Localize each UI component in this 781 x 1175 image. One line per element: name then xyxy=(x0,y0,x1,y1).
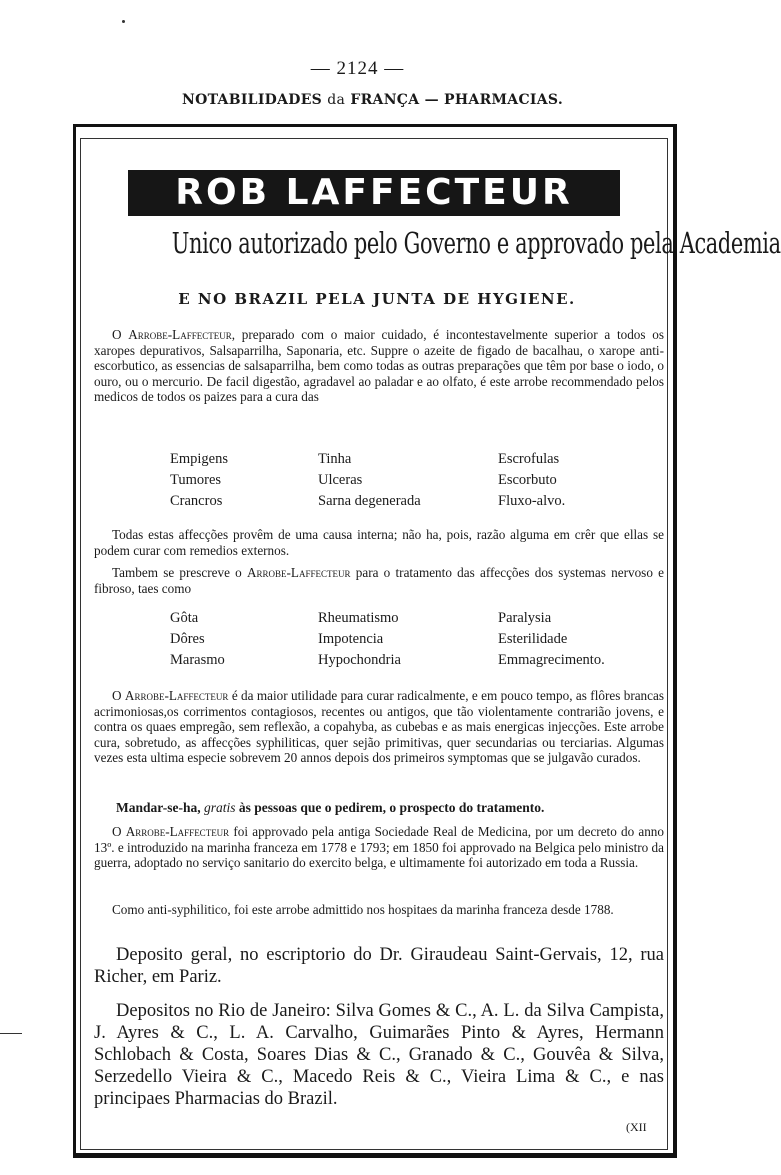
diseases-list-2 xyxy=(170,610,660,673)
notice-gratis: gratis xyxy=(204,800,236,815)
list-item: Dôres xyxy=(170,631,205,647)
para3-lead: Tambem se prescreve o xyxy=(112,565,248,580)
list-row xyxy=(170,652,660,673)
para3-product-name: Arrobe-Laffecteur xyxy=(247,565,351,580)
para4-text: é da maior utilidade para curar radicalmente, e em pouco tempo, as flôres brancas acrimoniosas,os corrimentos contagiosos, recentes ou antigos, que tão violentamente contrarião jovens, e contra os quaes empregão, sem reflexão, a copahyba, as cubebas e as mais energicas injecções. Este arrobe cura, sobretudo, as affecções syphiliticas, quer sejão primitivas, quer secundarias ou terciarias. Algumas vezes esta ultima especie sobrevem 20 annos depois dos primeiros symptomas que se julgavão curados. xyxy=(94,688,664,766)
diseases-list-1 xyxy=(170,451,660,514)
list-item: Emmagrecimento. xyxy=(498,652,605,668)
list-item: Impotencia xyxy=(318,631,384,647)
brand-banner: ROB LAFFECTEUR xyxy=(128,170,620,216)
header-part-3: FRANÇA — PHARMACIAS. xyxy=(345,92,563,108)
list-item: Sarna degenerada xyxy=(318,493,421,509)
list-item: Fluxo-alvo. xyxy=(498,493,566,509)
list-item: Empigens xyxy=(170,451,228,467)
list-item: Rheumatismo xyxy=(318,610,399,626)
list-item: Hypochondria xyxy=(318,652,401,668)
speck xyxy=(122,20,125,23)
list-item: Marasmo xyxy=(170,652,225,668)
list-item: Gôta xyxy=(170,610,199,626)
tagline: Unico autorizado pelo Governo e approvado pela Academia xyxy=(171,226,781,260)
prospectus-notice xyxy=(116,800,666,816)
list-item: Escorbuto xyxy=(498,472,557,488)
paragraph-2: Todas estas affecções provêm de uma causa interna; não ha, pois, razão alguma em crêr que ellas se podem curar com remedios externos. xyxy=(94,527,664,558)
list-item: Paralysia xyxy=(498,610,552,626)
para5-product-name: Arrobe-Laffecteur xyxy=(125,824,230,839)
header-part-1: NOTABILIDADES xyxy=(181,92,328,108)
para4-lead: O xyxy=(112,688,125,703)
paragraph-6: Como anti-syphilitico, foi este arrobe admittido nos hospitaes da marinha franceza desde 1788. xyxy=(112,902,614,917)
subhead: E NO BRAZIL PELA JUNTA DE HYGIENE. xyxy=(178,290,576,308)
list-item: Crancros xyxy=(170,493,223,509)
paragraph-5 xyxy=(94,824,664,871)
list-row xyxy=(170,493,660,514)
intro-paragraph xyxy=(94,327,664,405)
list-row xyxy=(170,631,660,652)
para3-text: para o tratamento das affecções dos systemas nervoso e fibroso, taes como xyxy=(94,565,665,596)
para5-text: foi approvado pela antiga Sociedade Real de Medicina, por um decreto do anno 13º. e introduzido na marinha franceza em 1778 e 1793; em 1850 foi approvado na Belgica pelo ministro da guerra, adoptado no serviço sanitario do exercito belga, e ultimamente foi autorizado em toda a Russia. xyxy=(94,824,664,871)
list-item: Ulceras xyxy=(318,472,363,488)
list-row xyxy=(170,451,660,472)
notice-part-1: Mandar-se-ha, xyxy=(116,800,204,815)
list-item: Esterilidade xyxy=(498,631,568,647)
list-row xyxy=(170,472,660,493)
depositos-rio: Depositos no Rio de Janeiro: Silva Gomes & C., A. L. da Silva Campista, J. Ayres & C., L. A. Carvalho, Guimarães Pinto & Ayres, Hermann Schlobach & Costa, Soares Dias & C., Granado & C., Gouvêa & Silva, Serzedello Vieira & C., Macedo Reis & C., Vieira Lima & C., e nas principaes Pharmacias do Brazil. xyxy=(94,1001,664,1109)
list-row xyxy=(170,610,660,631)
list-item: Tumores xyxy=(170,472,222,488)
page-number: — 2124 — xyxy=(310,58,405,79)
header-part-2: da xyxy=(327,92,346,108)
margin-mark xyxy=(0,1033,22,1034)
intro-product-name: Arrobe-Laffecteur xyxy=(128,327,232,342)
paragraph-4 xyxy=(94,688,664,766)
page-header xyxy=(0,92,745,108)
para4-product-name: Arrobe-Laffecteur xyxy=(124,688,229,703)
list-item: Tinha xyxy=(318,451,352,467)
deposito-geral: Deposito geral, no escriptorio do Dr. Giraudeau Saint-Gervais, 12, rua Richer, em Pariz. xyxy=(94,945,664,987)
intro-text: , preparado com o maior cuidado, é incontestavelmente superior a todos os xaropes depurativos, Salsaparrilha, Saponaria, etc. Suppre o azeite de figado de bacalhau, o xarope anti-escorbutico, as essencias de salsaparrilha, bem como todas as outras preparações que têm por base o iodo, o ouro, ou o mercurio. De facil digestão, agradavel ao paladar e ao olfato, é este arrobe recommendado pelos medicos de todos os paizes para a cura das xyxy=(94,327,664,405)
footer-mark: (XII xyxy=(626,1120,647,1134)
para5-lead: O xyxy=(112,824,126,839)
list-item: Escrofulas xyxy=(498,451,560,467)
notice-part-3: às pessoas que o pedirem, o prospecto do tratamento. xyxy=(235,800,545,815)
paragraph-3 xyxy=(94,565,664,596)
intro-lead: O xyxy=(112,327,129,342)
